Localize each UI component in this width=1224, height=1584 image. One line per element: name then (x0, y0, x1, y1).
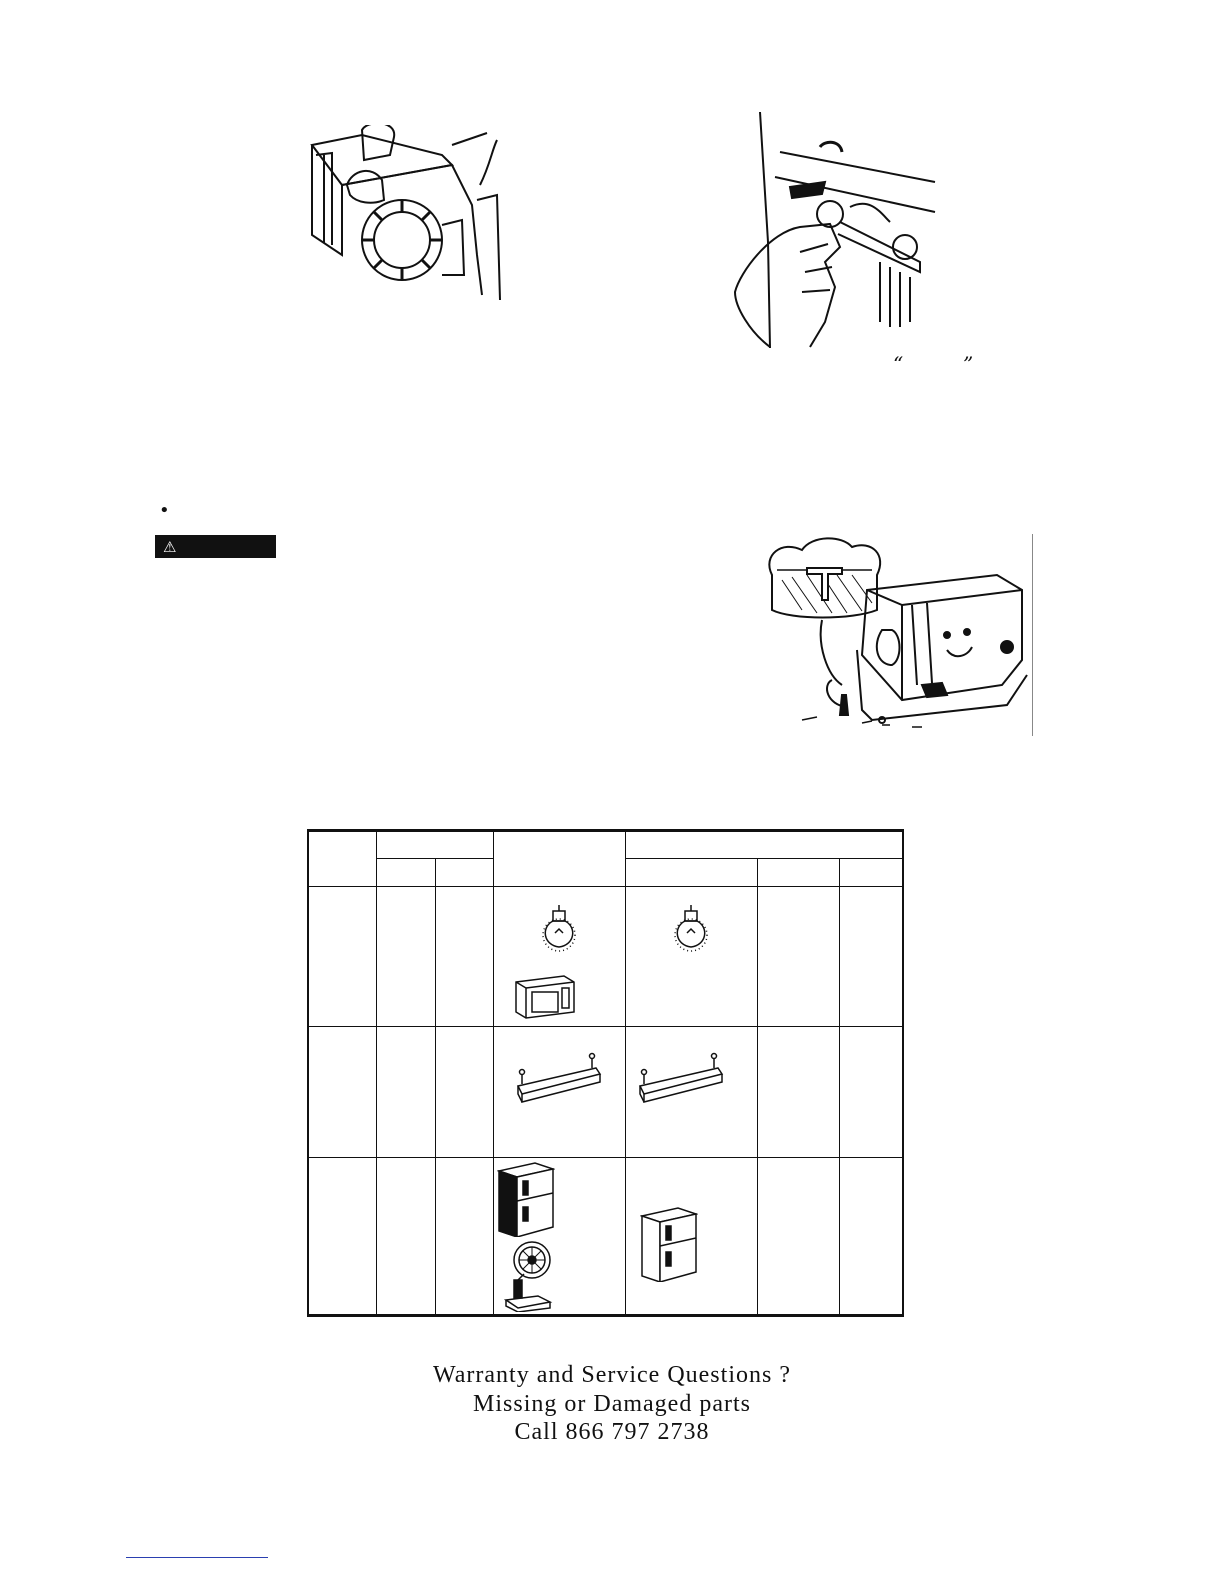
table-cell-starting (625, 1027, 757, 1157)
table-cell (839, 1027, 903, 1157)
warning-badge (155, 535, 276, 558)
table-cell (757, 1157, 839, 1315)
light-bulb-icon (671, 905, 711, 955)
table-cell (435, 1027, 493, 1157)
load-table (307, 829, 904, 1317)
table-cell (376, 1157, 435, 1315)
subheader-cell (625, 859, 757, 887)
refrigerator-icon (640, 1206, 698, 1282)
table-cell (376, 887, 435, 1027)
header-cell-examples (493, 831, 625, 887)
footer-warranty-line: Warranty and Service Questions ? (433, 1362, 791, 1388)
choke-open-quote: “ (893, 352, 904, 376)
footer-missing-parts-line: Missing or Damaged parts (473, 1391, 751, 1417)
electric-fan-icon (504, 1240, 554, 1312)
choke-lever-figure (730, 112, 940, 348)
bottom-link-rule (126, 1557, 268, 1558)
header-cell-group-1 (376, 831, 493, 859)
table-cell (839, 1157, 903, 1315)
header-cell-group-2 (625, 831, 903, 859)
list-bullet: • (159, 500, 170, 521)
table-row (308, 1027, 903, 1157)
table-cell (308, 887, 376, 1027)
header-cell-type (308, 831, 376, 887)
recoil-starter-illustration (302, 125, 502, 300)
table-row (308, 1157, 903, 1315)
table-cell (435, 1157, 493, 1315)
fluorescent-lamp-icon (636, 1052, 726, 1110)
table-cell (757, 887, 839, 1027)
table-cell (308, 1157, 376, 1315)
table-cell-starting (625, 887, 757, 1027)
table-row (308, 887, 903, 1027)
subheader-cell (435, 859, 493, 887)
fluorescent-lamp-icon (514, 1052, 604, 1110)
refrigerator-icon (497, 1161, 555, 1237)
table-cell-examples (493, 1027, 625, 1157)
table-cell (308, 1027, 376, 1157)
generator-grounding-illustration (762, 535, 1032, 735)
table-cell (376, 1027, 435, 1157)
subheader-cell (757, 859, 839, 887)
light-bulb-icon (539, 905, 579, 955)
grounding-figure (762, 535, 1032, 735)
table-cell-examples (493, 1157, 625, 1315)
warning-triangle-icon: ⚠ (163, 537, 177, 556)
table-cell-starting (625, 1157, 757, 1315)
table-cell-examples (493, 887, 625, 1027)
figure-frame-line (1032, 534, 1033, 736)
choke-close-quote: ” (963, 352, 974, 376)
table-cell (757, 1027, 839, 1157)
microwave-icon (512, 972, 578, 1020)
subheader-cell (376, 859, 435, 887)
choke-lever-illustration (730, 112, 940, 348)
table-cell (435, 887, 493, 1027)
table-cell (839, 887, 903, 1027)
subheader-cell (839, 859, 903, 887)
footer-phone-line: Call 866 797 2738 (514, 1419, 710, 1445)
recoil-starter-figure (302, 125, 502, 300)
